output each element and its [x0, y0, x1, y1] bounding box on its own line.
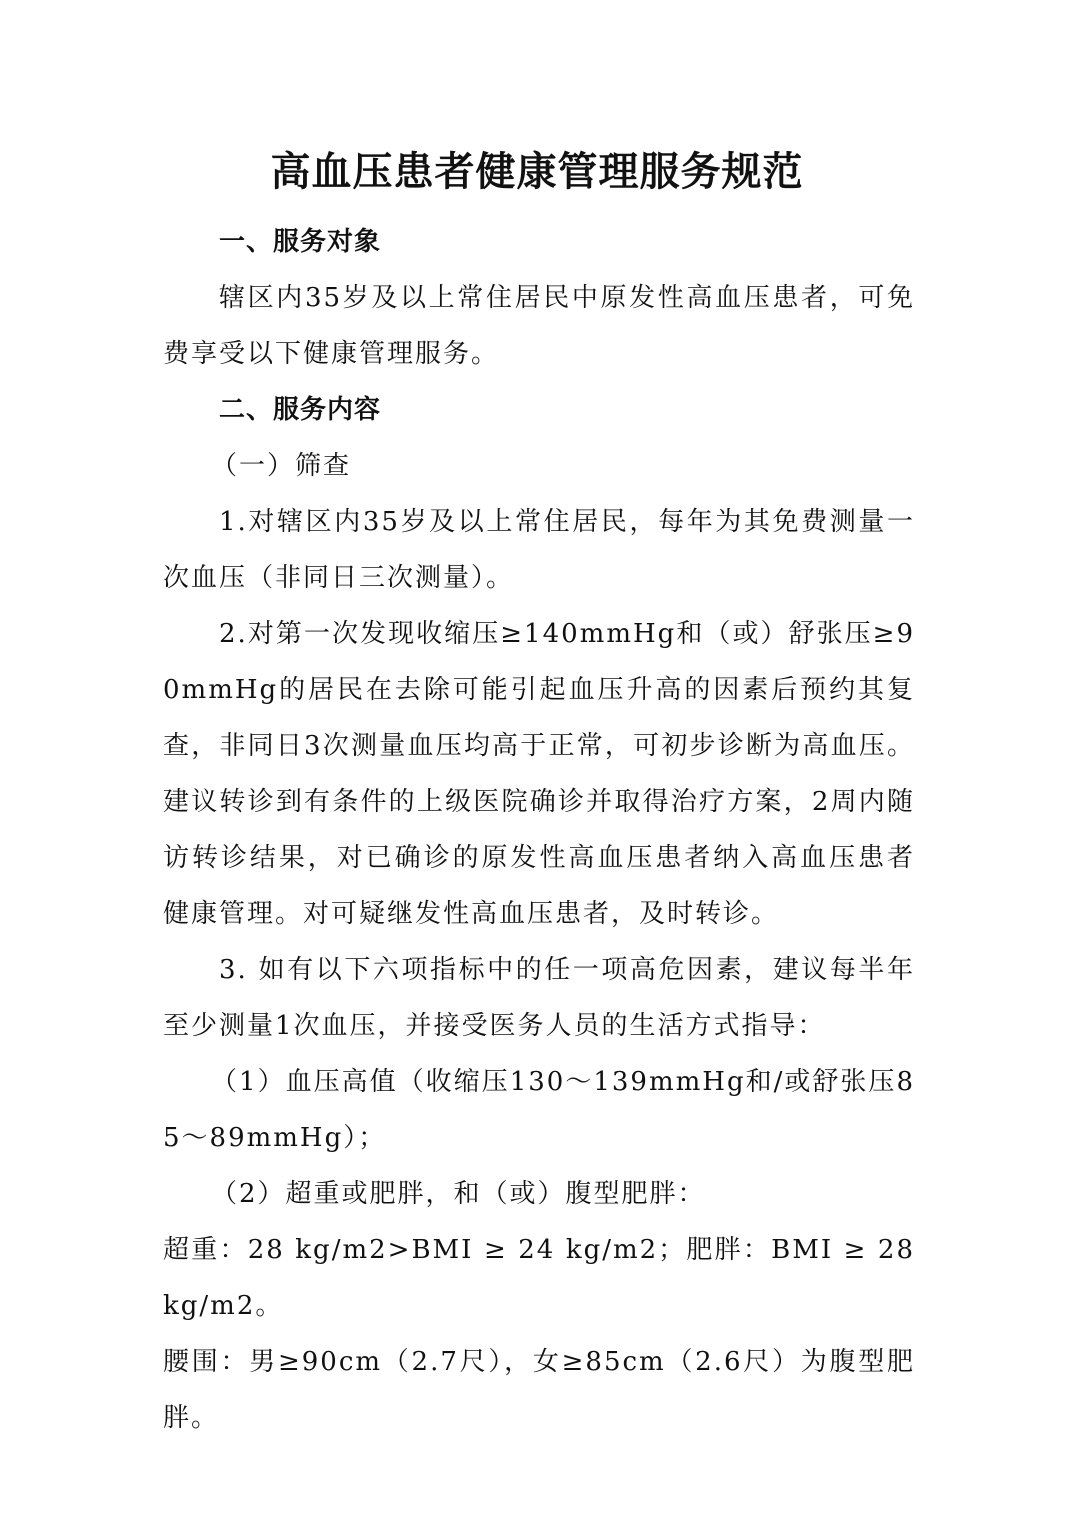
paragraph-risk-factor-1: （1）血压高值（收缩压130～139mmHg和/或舒张压85～89mmHg）；	[163, 1067, 915, 1153]
document-title: 高血压患者健康管理服务规范	[270, 148, 804, 195]
paragraph-screening-item-3: 3. 如有以下六项指标中的任一项高危因素，建议每半年至少测量1次血压，并接受医务人员的生活方式指导：	[163, 955, 915, 1041]
paragraph-risk-factor-2: （2）超重或肥胖，和（或）腹型肥胖：	[211, 1179, 706, 1209]
paragraph-waist-definition: 腰围：男≥90cm（2.7尺），女≥85cm（2.6尺）为腹型肥胖。	[163, 1347, 915, 1433]
paragraph-screening-item-1: 1.对辖区内35岁及以上常住居民，每年为其免费测量一次血压（非同日三次测量）。	[163, 507, 915, 593]
section-heading-service-content: 二、服务内容	[219, 395, 382, 425]
section-heading-service-target: 一、服务对象	[219, 227, 382, 257]
paragraph-overweight-definition: 超重：28 kg/m2>BMI ≥ 24 kg/m2；肥胖：BMI ≥ 28 kg/m2。	[163, 1235, 915, 1321]
paragraph-screening-item-2: 2.对第一次发现收缩压≥140mmHg和（或）舒张压≥90mmHg的居民在去除可能引起血压升高的因素后预约其复查，非同日3次测量血压均高于正常，可初步诊断为高血压。建议转诊到有条件的上级医院确诊并取得治疗方案，2周内随访转诊结果，对已确诊的原发性高血压患者纳入高血压患者健康管理。对可疑继发性高血压患者，及时转诊。	[163, 619, 915, 929]
document-body	[163, 214, 915, 1446]
paragraph-service-target: 辖区内35岁及以上常住居民中原发性高血压患者，可免费享受以下健康管理服务。	[163, 283, 915, 369]
subsection-heading-screening: （一）筛查	[211, 451, 352, 481]
